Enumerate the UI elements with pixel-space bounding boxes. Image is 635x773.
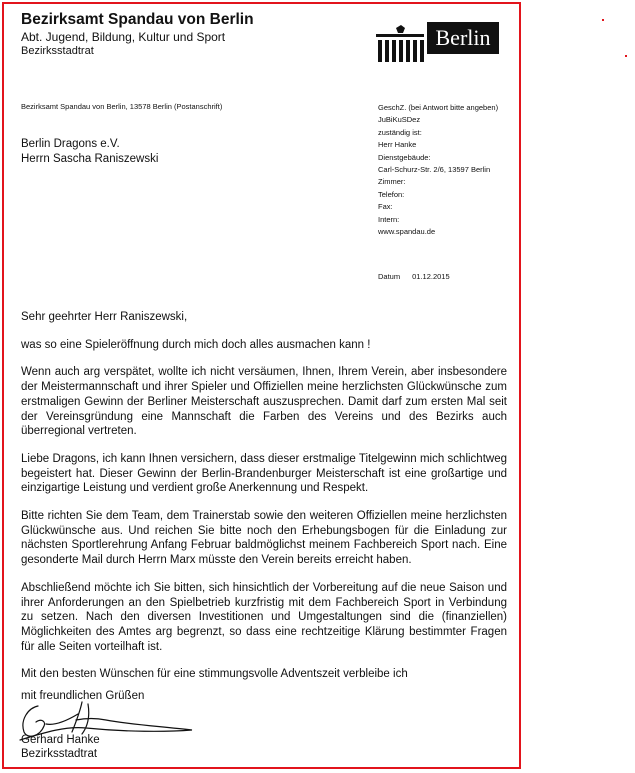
office-value: Carl-Schurz-Str. 2/6, 13597 Berlin xyxy=(378,165,491,175)
reference-info-block xyxy=(378,102,498,238)
salutation: Sehr geehrter Herr Raniszewski, xyxy=(21,311,188,323)
scan-speck xyxy=(625,55,627,57)
date-label: Datum xyxy=(378,272,401,281)
intranet-label: Intern: xyxy=(378,214,400,224)
org-name: Bezirksamt Spandau von Berlin xyxy=(21,11,254,28)
sender-address-line: Bezirksamt Spandau von Berlin, 13578 Berlin (Postanschrift) xyxy=(21,102,223,111)
paragraph-4: Abschließend möchte ich Sie bitten, sich hinsichtlich der Vorbereitung auf die neue Saison und ihrer Anforderungen an den Spielbetrieb kurzfristig mit dem Fachbereich Sport in Verbindung zu setzen. Nach den diversen Investitionen und Umgestaltungen sind die (finanziellen) Möglichkeiten des Amtes arg begrenzt, so dass eine rechtzeitige Klärung bestimmter Fragen für alle Seiten vorteilhaft ist. xyxy=(21,581,507,653)
org-department: Abt. Jugend, Bildung, Kultur und Sport xyxy=(21,30,226,44)
date-line xyxy=(378,272,450,281)
signer-title: Bezirksstadtrat xyxy=(21,748,98,760)
scan-speck xyxy=(602,19,604,21)
intro-line: was so eine Spieleröffnung durch mich doch alles ausmachen kann ! xyxy=(21,338,371,351)
berlin-logo-wordmark: Berlin xyxy=(427,22,499,54)
recipient-address xyxy=(21,137,158,167)
recipient-line-1: Berlin Dragons e.V. xyxy=(21,138,120,150)
reference-value: JuBiKuSDez xyxy=(378,115,421,125)
letter-page xyxy=(2,2,521,769)
reference-label: GeschZ. (bei Antwort bitte angeben) xyxy=(378,103,499,112)
paragraph-5: Mit den besten Wünschen für eine stimmungsvolle Adventszeit verbleibe ich xyxy=(21,668,408,681)
office-label: Dienstgebäude: xyxy=(378,152,431,162)
recipient-line-2: Herrn Sascha Raniszewski xyxy=(21,153,159,165)
phone-label: Telefon: xyxy=(378,189,405,199)
paragraph-1: Wenn auch arg verspätet, wollte ich nicht versäumen, Ihnen, Ihrem Verein, aber insbesondere der Meistermannschaft und ihrer Spieler und Offiziellen meine herzlichsten Glückwünsche zum erstmaligen Gewinn der Berliner Meisterschaft auszusprechen. Damit darf zum ersten Mal seit der Vereinsgründung eine Mannschaft die Farben des Vereins und des Bezirks auch überregional vertreten. xyxy=(21,366,507,438)
fax-label: Fax: xyxy=(378,202,393,212)
closing-line: mit freundlichen Grüßen xyxy=(21,690,145,702)
org-role: Bezirksstadtrat xyxy=(21,45,94,57)
responsible-value: Herr Hanke xyxy=(378,140,417,150)
signer-name: Gerhard Hanke xyxy=(21,734,100,746)
room-label: Zimmer: xyxy=(378,177,406,187)
letter-body xyxy=(21,310,507,695)
paragraph-3: Bitte richten Sie dem Team, dem Trainerstab sowie den weiteren Offiziellen meine herzlichsten Glückwünsche aus. Und reichen Sie bitte noch den Erhebungsbogen für die Einladung zur nächsten Sportlerehrung Anfang Februar baldmöglichst meinem Fachbereich Sport nach. Eine gesonderte Mail durch Herrn Marx müsste den Verein bereits erreicht haben. xyxy=(21,510,507,567)
website: www.spandau.de xyxy=(378,227,436,237)
paragraph-2: Liebe Dragons, ich kann Ihnen versichern, dass dieser erstmalige Titelgewinn mich schlichtweg begeistert hat. Dieser Gewinn der Berlin-Brandenburger Meisterschaft ist eine großartige und einzigartige Leistung und verdient große Anerkennung und Respekt. xyxy=(21,452,507,495)
date-value: 01.12.2015 xyxy=(412,272,450,281)
responsible-label: zuständig ist: xyxy=(378,127,422,137)
